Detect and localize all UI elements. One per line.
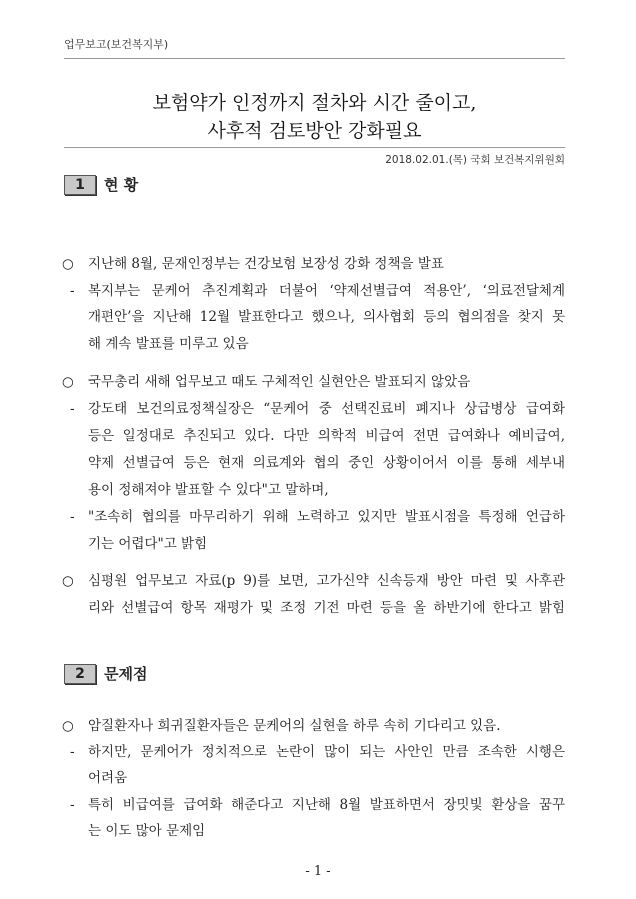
paragraph-line: 어려움 [88,770,128,786]
header-divider [64,58,565,59]
dash-bullet: - [70,283,75,299]
circle-bullet: ○ [62,374,74,390]
paragraph-line: 심평원 업무보고 자료(p 9)를 보면, 고가신약 신속등재 방안 마련 및 사후관 [88,573,565,589]
paragraph-line: 특히 비급여를 급여화 해준다고 지난해 8월 발표하면서 장밋빛 환상을 꿈꾸 [88,797,565,813]
section-heading-2 [64,663,147,684]
paragraph-line: 복지부는 문케어 추진계획과 더불어 ‘약제선별급여 적용안’, ‘의료전달체계 [88,283,565,299]
paragraph-line: 해 계속 발표를 미루고 있음 [88,336,249,352]
section-heading-1 [64,174,138,195]
dash-bullet: - [70,744,75,760]
section-title: 문제점 [104,665,148,683]
circle-bullet: ○ [62,256,74,272]
paragraph-line: 리와 선별급여 항목 재평가 및 조정 기전 마련 등을 올 하반기에 한다고 밝힘 [88,600,565,616]
paragraph-line: 는 이도 많아 문제임 [88,823,206,839]
title-divider [64,147,565,148]
report-header-label: 업무보고(보건복지부) [64,38,169,51]
paragraph-line: 기는 어렵다"고 밝힘 [88,536,208,552]
paragraph-line: 지난해 8월, 문재인정부는 건강보험 보장성 강화 정책을 발표 [88,256,444,272]
title-line-1: 보험약가 인정까지 절차와 시간 줄이고, [152,92,477,114]
dash-bullet: - [70,401,75,417]
paragraph-line: "조속히 협의를 마무리하기 위해 노력하고 있지만 발표시점을 특정해 언급하 [88,509,565,525]
dash-bullet: - [70,509,75,525]
paragraph-line: 국무총리 새해 업무보고 때도 구체적인 실현안은 발표되지 않았음 [88,374,471,390]
paragraph-line: 등은 일정대로 추진되고 있다. 다만 의학적 비급여 전면 급여화나 예비급여, [88,428,565,444]
dateline: 2018.02.01.(목) 국회 보건복지위원회 [385,154,565,166]
section-number: 1 [64,175,96,195]
paragraph-line: 하지만, 문케어가 정치적으로 논란이 많이 되는 사안인 만큼 조속한 시행은 [88,744,565,760]
circle-bullet: ○ [62,718,74,734]
title-line-2: 사후적 검토방안 강화필요 [207,120,422,142]
paragraph-line: 강도태 보건의료정책실장은 “문케어 중 선택진료비 폐지나 상급병상 급여화 [88,401,565,417]
section-title: 현 황 [104,176,139,194]
dash-bullet: - [70,797,75,813]
circle-bullet: ○ [62,573,74,589]
paragraph-line: 개편안’을 지난해 12월 발표한다고 했으나, 의사협회 등의 협의점을 찾지 못 [88,309,565,325]
paragraph-line: 약제 선별급여 등은 현재 의료계와 협의 중인 상황이어서 이를 통해 세부내 [88,455,565,471]
paragraph-line: 용이 정해져야 발표할 수 있다"고 말하며, [88,482,329,498]
section-number: 2 [64,664,96,684]
paragraph-line: 암질환자나 희귀질환자들은 문케어의 실현을 하루 속히 기다리고 있음. [88,718,501,734]
page-number: - 1 - [305,864,331,879]
